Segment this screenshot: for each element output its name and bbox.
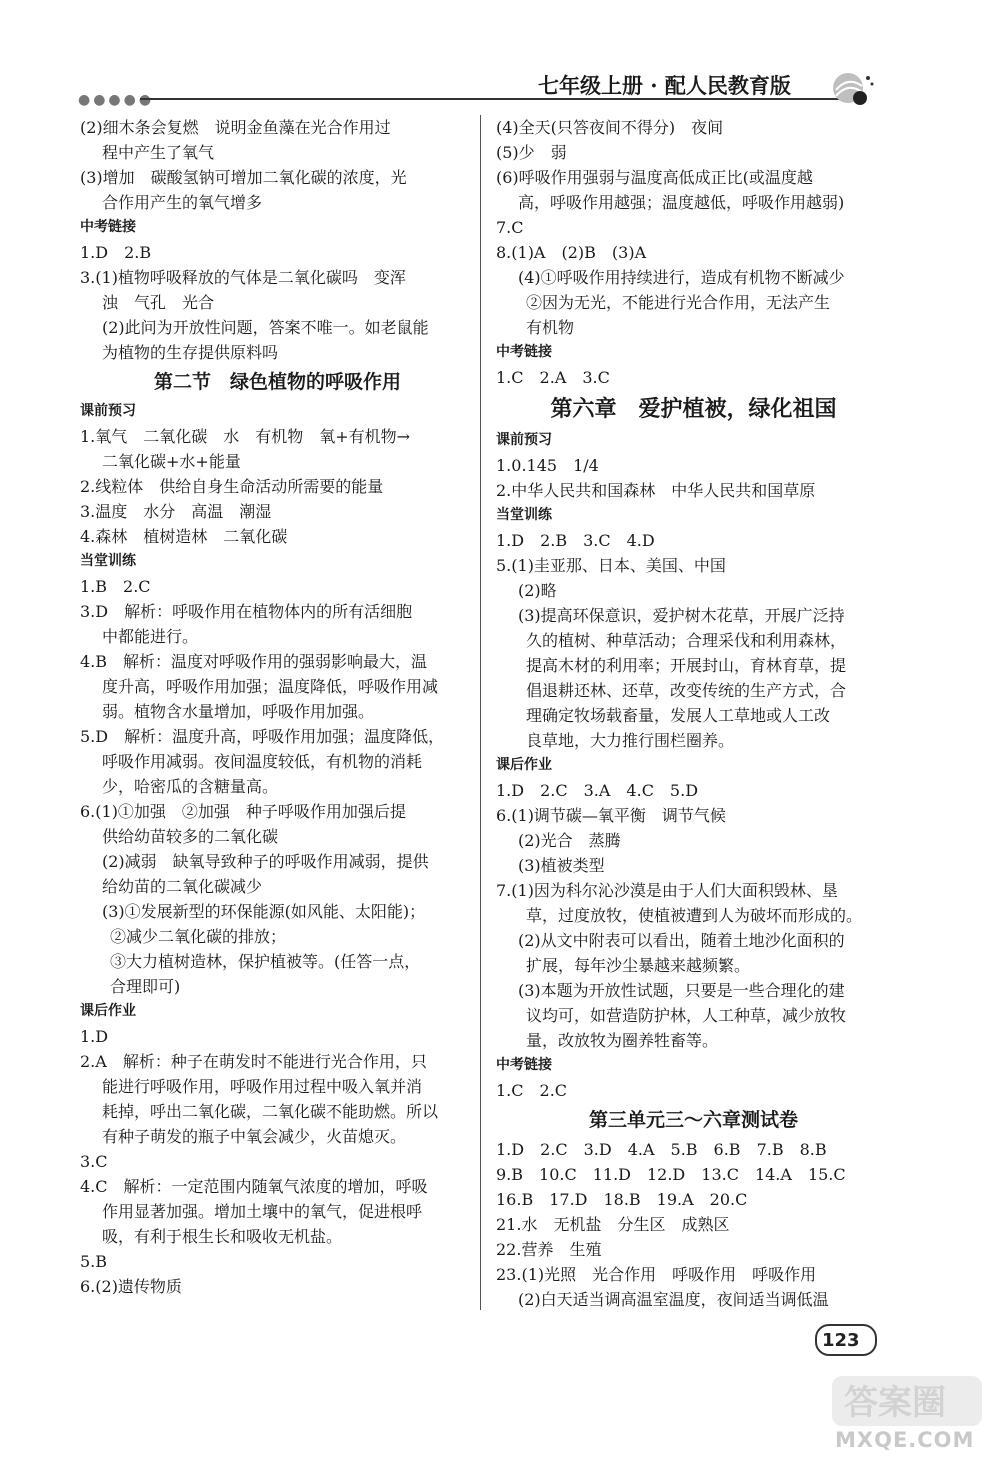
section-label: 当堂训练 [80,553,136,569]
answer-line: 3.(1)植物呼吸释放的气体是二氧化碳吗 变浑 [80,268,406,287]
answer-line: 1.C 2.A 3.C [496,368,610,387]
answer-line: 倡退耕还林、还草，改变传统的生产方式，合 [526,681,847,700]
answer-line: 1.D 2.B [80,243,152,262]
answer-line: (2)细木条会复燃 说明金鱼藻在光合作用过 [80,118,391,137]
answer-line: 少，哈密瓜的含糖量高。 [102,777,279,796]
answer-line: 9.B 10.C 11.D 12.D 13.C 14.A 15.C [496,1165,846,1184]
answer-line: 4.森林 植树造林 二氧化碳 [80,527,288,546]
answer-line: 量，改放牧为圈养牲畜等。 [526,1031,719,1050]
answer-line: 7.(1)因为科尔沁沙漠是由于人们大面积毁林、垦 [496,881,838,900]
answer-line: 1.D 2.B 3.C 4.D [496,531,655,550]
answer-line: 弱。植物含水量增加，呼吸作用加强。 [102,702,375,721]
answer-line: 议均可，如营造防护林，人工种草，减少放牧 [526,1006,847,1025]
answer-line: 度升高，呼吸作用加强；温度降低，呼吸作用减 [102,677,439,696]
answer-line: 21.水 无机盐 分生区 成熟区 [496,1215,730,1234]
answer-line: 4.B 解析：温度对呼吸作用的强弱影响最大，温 [80,652,428,671]
section-label: 中考链接 [496,344,552,360]
answer-line: (2)从文中附表可以看出，随着土地沙化面积的 [518,931,845,950]
answer-line: 1.氧气 二氧化碳 水 有机物 氧+有机物→ [80,427,411,446]
section-label: 当堂训练 [496,507,552,523]
answer-line: 6.(1)①加强 ②加强 种子呼吸作用加强后提 [80,802,406,821]
answer-line: 久的植树、种草活动；合理采伐和利用森林， [526,631,847,650]
section-label: 中考链接 [80,219,136,235]
answer-line: 5.(1)圭亚那、日本、美国、中国 [496,556,726,575]
answer-line: 有种子萌发的瓶子中氧会减少，火苗熄灭。 [102,1127,407,1146]
answer-line: 高，呼吸作用越强；温度越低，呼吸作用越弱) [518,193,845,212]
section-label: 中考链接 [496,1057,552,1073]
answer-line: ②减少二氧化碳的排放； [110,927,287,946]
answer-line: 6.(1)调节碳—氧平衡 调节气候 [496,806,726,825]
answer-line: 草，过度放牧，使植被遭到人为破坏而形成的。 [526,906,863,925]
answer-line: 作用显著加强。增加土壤中的氧气，促进根呼 [102,1202,423,1221]
answer-line: 有机物 [526,318,575,337]
answer-line: 为植物的生存提供原料吗 [102,343,279,362]
answer-line: 3.温度 水分 高温 潮湿 [80,502,272,521]
answer-line: 3.D 解析：呼吸作用在植物体内的所有活细胞 [80,602,413,621]
answer-line: (4)①呼吸作用持续进行，造成有机物不断减少 [518,268,845,287]
answer-line: 1.C 2.C [496,1081,568,1100]
answer-line: 给幼苗的二氧化碳减少 [102,877,263,896]
section-heading: 第三单元三～六章测试卷 [588,1109,798,1131]
answer-line: (2)略 [518,581,557,600]
answer-line: (3)植被类型 [518,856,605,875]
answer-line: 合理即可) [110,977,181,996]
answer-line: 合作用产生的氧气增多 [102,193,263,212]
page-number: 123 [822,1330,860,1351]
answer-line: 16.B 17.D 18.B 19.A 20.C [496,1190,748,1209]
answer-line: 吸，有利于根生长和吸收无机盐。 [102,1227,343,1246]
svg-text:答案圈: 答案圈 [844,1383,946,1423]
answer-line: 扩展，每年沙尘暴越来越频繁。 [526,956,751,975]
answer-line: 提高木材的利用率；开展封山，育林育草，提 [526,656,847,675]
answer-line: (2)此问为开放性问题，答案不唯一。如老鼠能 [102,318,429,337]
answer-line: (3)提高环保意识，爱护树木花草，开展广泛持 [518,606,845,625]
answer-line: 供给幼苗较多的二氧化碳 [102,827,279,846]
answer-line: 呼吸作用减弱。夜间温度较低，有机物的消耗 [102,752,423,771]
answer-line: 1.B 2.C [80,577,151,596]
answer-line: 1.D 2.C 3.D 4.A 5.B 6.B 7.B 8.B [496,1140,827,1159]
answer-line: 4.C 解析：一定范围内随氧气浓度的增加，呼吸 [80,1177,428,1196]
section-label: 课前预习 [496,432,552,448]
answer-line: (2)减弱 缺氧导致种子的呼吸作用减弱，提供 [102,852,429,871]
chapter-heading: 第六章 爱护植被，绿化祖国 [550,396,837,422]
answer-line: 2.中华人民共和国森林 中华人民共和国草原 [496,481,816,500]
answer-line: 良草地，大力推行围栏圈养。 [526,731,735,750]
answer-line: 23.(1)光照 光合作用 呼吸作用 呼吸作用 [496,1265,817,1284]
answer-line: 中都能进行。 [102,627,199,646]
header-title: 七年级上册 · 配人民教育版 [538,73,791,98]
section-label: 课前预习 [80,403,136,419]
answer-line: (6)呼吸作用强弱与温度高低成正比(或温度越 [496,168,813,187]
answer-line: 1.0.145 1/4 [496,456,599,475]
answer-line: 浊 气孔 光合 [102,293,215,312]
answer-line: (2)光合 蒸腾 [518,831,621,850]
page-header [0,0,1000,110]
answer-line: 二氧化碳+水+能量 [102,452,241,471]
answer-line: 1.D 2.C 3.A 4.C 5.D [496,781,699,800]
answer-line: (4)全天(只答夜间不得分) 夜间 [496,118,724,137]
answer-line: 5.B [80,1252,108,1271]
answer-line: 2.线粒体 供给自身生命活动所需要的能量 [80,477,384,496]
header-dots: ●●●●● [78,92,155,108]
answer-line: 理确定牧场载畜量，发展人工草地或人工改 [526,706,831,725]
answer-line: (2)白天适当调高温室温度，夜间适当调低温 [518,1290,829,1309]
answer-line: 能进行呼吸作用，呼吸作用过程中吸入氧并消 [102,1077,423,1096]
right-column [496,115,891,1312]
answer-line: 22.营养 生殖 [496,1240,602,1259]
book-logo-icon [826,68,876,106]
answer-line: 3.C [80,1152,108,1171]
left-column [80,115,475,1299]
answer-line: 5.D 解析：温度升高，呼吸作用加强；温度降低， [80,727,445,746]
answer-line: 8.(1)A (2)B (3)A [496,243,647,262]
answer-line: 7.C [496,218,524,237]
answer-line: 1.D [80,1027,109,1046]
answer-line: 2.A 解析：种子在萌发时不能进行光合作用，只 [80,1052,427,1071]
answer-line: 程中产生了氧气 [102,143,215,162]
section-label: 课后作业 [496,757,552,773]
answer-line: ③大力植树造林，保护植被等。(任答一点， [110,952,421,971]
answer-line: (5)少 弱 [496,143,567,162]
section-label: 课后作业 [80,1003,136,1019]
answer-line: (3)增加 碳酸氢钠可增加二氧化碳的浓度，光 [80,168,407,187]
answer-line: ②因为无光，不能进行光合作用，无法产生 [526,293,831,312]
section-heading: 第二节 绿色植物的呼吸作用 [153,371,401,393]
answer-line: 6.(2)遗传物质 [80,1277,182,1296]
watermark-text: MXQE.COM [835,1428,975,1452]
answer-line: 耗掉，呼出二氧化碳，二氧化碳不能助燃。所以 [102,1102,439,1121]
answer-line: (3)①发展新型的环保能源(如风能、太阳能)； [102,902,426,921]
answer-line: (3)本题为开放性试题，只要是一些合理化的建 [518,981,845,1000]
column-divider [480,115,481,1310]
